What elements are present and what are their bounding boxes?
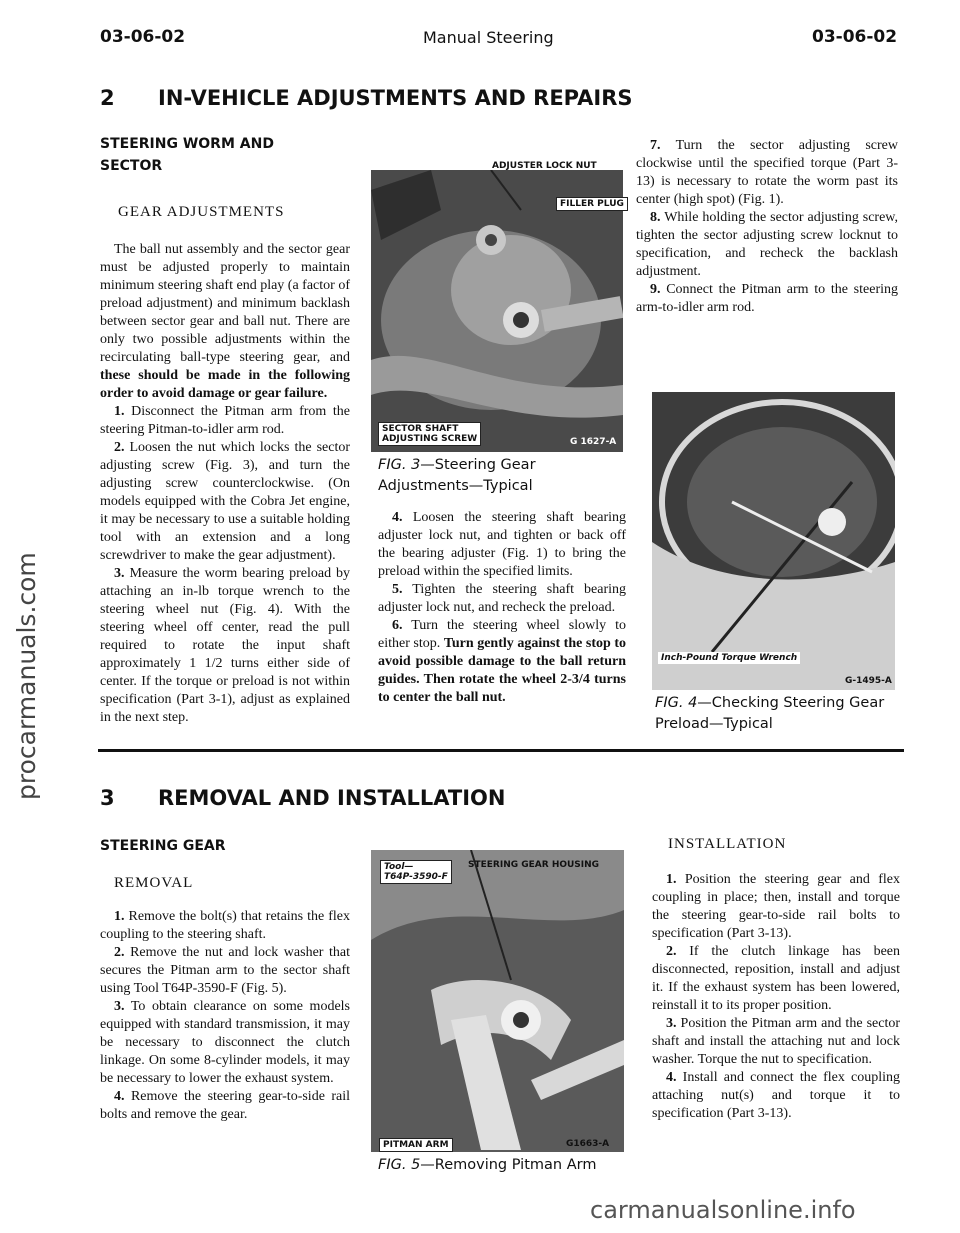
step-number: 2. (666, 944, 677, 959)
fig-5-photo (371, 850, 624, 1152)
page-code-left: 03-06-02 (100, 27, 186, 47)
step-number: 2. (114, 440, 125, 455)
install-step-2 (652, 943, 900, 1015)
torque-wrench-photo-illustration (652, 392, 895, 690)
gear-adjustments-body (100, 241, 350, 727)
adjuster-lock-nut-label: ADJUSTER LOCK NUT (492, 161, 597, 171)
step-number: 7. (650, 138, 661, 153)
step-text: To obtain clearance on some models equipped with standard transmission, it may be necessary to disconnect the clutch linkage. On some 8-cylinder models, it may be necessary to lower the exhaust system. (100, 999, 350, 1086)
sector-shaft-line-2: ADJUSTING SCREW (382, 434, 478, 444)
step-number: 4. (666, 1070, 677, 1085)
step-text: Tighten the steering shaft bearing adjuster lock nut, and recheck the preload. (378, 582, 626, 615)
step-text: Loosen the steering shaft bearing adjuster lock nut, and tighten or back off the bearing adjuster (Fig. 1) to bring the preload within the specified limits. (378, 510, 627, 579)
steering-worm-subhead (100, 133, 350, 177)
section-2-column-2 (378, 509, 626, 707)
intro-plain-text: The ball nut assembly and the sector gear must be adjusted properly to maintain minimum steering shaft end play (a factor of preload adjustment) and minimum backlash between sector gear and ball nut. There are only two possible adjustments within the recirculating ball-type steering gear, and (100, 242, 350, 365)
intro-bold-text: these should be made in the following order to avoid damage or gear failure. (100, 368, 350, 401)
step-text: If the clutch linkage has been disconnected, reposition, install and adjust it. If the exhaust system has been lowered, reinstall it to its proper position. (652, 944, 900, 1013)
fig-3-photo (371, 170, 623, 452)
fig-4-caption-text: —Checking Steering Gear (697, 695, 885, 711)
fig-4-code: G-1495-A (845, 676, 892, 686)
side-watermark: procarmanuals.com (12, 552, 41, 800)
install-step-3 (652, 1015, 900, 1069)
step-number: 1. (114, 404, 125, 419)
sector-shaft-label (378, 422, 481, 446)
step-number: 3. (114, 566, 125, 581)
step-3 (100, 565, 350, 727)
subhead-line-2: SECTOR (100, 158, 163, 174)
removal-heading: REMOVAL (114, 875, 194, 891)
step-number: 4. (392, 510, 403, 525)
step-7 (636, 137, 898, 209)
step-number: 5. (392, 582, 403, 597)
fig-3-caption (378, 455, 628, 497)
step-number: 1. (666, 872, 677, 887)
section-3-number: 3 (100, 786, 115, 810)
step-text: Connect the Pitman arm to the steering arm-to-idler arm rod. (636, 282, 898, 315)
step-number: 3. (666, 1016, 677, 1031)
fig-3-code: G 1627-A (570, 437, 617, 447)
step-number: 6. (392, 618, 403, 633)
fig-5-code: G1663-A (566, 1139, 610, 1149)
installation-heading: INSTALLATION (668, 836, 787, 852)
step-number: 8. (650, 210, 661, 225)
step-text: Remove the nut and lock washer that secures the Pitman arm to the sector shaft using Tool T64P-3590-F (Fig. 5). (100, 945, 351, 996)
step-text: Measure the worm bearing preload by attaching an in-lb torque wrench to the steering wheel nut (Fig. 4). With the steering wheel off center, read the pull required to rotate the input shaft approximately 1 1/2 turns either side of center. If the torque or preload is not within specification (Part 3-1), adjust as explained in the next step. (100, 566, 350, 725)
removal-step-2 (100, 944, 350, 998)
removal-step-4 (100, 1088, 350, 1124)
fig-3-caption-text: —Steering Gear (420, 457, 536, 473)
steering-gear-photo-illustration (371, 170, 623, 452)
pitman-arm-label: PITMAN ARM (379, 1138, 453, 1152)
filler-plug-label: FILLER PLUG (556, 197, 628, 211)
bottom-watermark: carmanualsonline.info (590, 1196, 856, 1224)
step-5 (378, 581, 626, 617)
page-header-title: Manual Steering (423, 28, 554, 47)
section-3-column-3 (652, 836, 900, 1123)
step-2 (100, 439, 350, 565)
fig-4-label: FIG. 4 (655, 695, 698, 711)
steering-gear-housing-label: STEERING GEAR HOUSING (468, 860, 600, 870)
section-2-title: IN-VEHICLE ADJUSTMENTS AND REPAIRS (158, 86, 633, 110)
subhead-line-1: STEERING WORM AND (100, 136, 274, 152)
fig-5-caption (378, 1155, 596, 1176)
section-2-column-1 (100, 133, 350, 727)
step-number: 1. (114, 909, 125, 924)
fig-4-caption-line-1 (655, 693, 905, 714)
section-3-title: REMOVAL AND INSTALLATION (158, 786, 506, 810)
installation-body (652, 871, 900, 1123)
fig-3-caption-line-1 (378, 455, 628, 476)
removal-body (100, 908, 350, 1124)
section-3-column-1 (100, 835, 350, 1124)
gear-adjustments-heading: GEAR ADJUSTMENTS (118, 204, 285, 220)
step-text: Turn the sector adjusting screw clockwise until the specified torque (Part 3-13) is necessary to rotate the worm past its center (high spot) (Fig. 1). (636, 138, 899, 207)
step-text: Turn the steering wheel slowly to either stop. (378, 618, 626, 651)
page-code-right: 03-06-02 (812, 27, 898, 47)
step-text: Position the steering gear and flex coupling in place; then, install and torque the steering gear-to-side rail bolts to specification (Part 3-13). (652, 872, 900, 941)
intro-paragraph (100, 241, 350, 403)
fig-3-caption-line-2: Adjustments—Typical (378, 478, 533, 494)
step-text: Position the Pitman arm and the sector shaft and install the attaching nut and lock washer. Torque the nut to specification. (652, 1016, 901, 1067)
removal-step-3 (100, 998, 350, 1088)
step-number: 9. (650, 282, 661, 297)
section-divider (98, 749, 904, 752)
step-8 (636, 209, 898, 281)
step-number: 3. (114, 999, 125, 1014)
step-text: Remove the bolt(s) that retains the flex coupling to the steering shaft. (100, 909, 350, 942)
step-text: Disconnect the Pitman arm from the steering Pitman-to-idler arm rod. (100, 404, 350, 437)
tool-label-line-2: T64P-3590-F (384, 872, 448, 882)
step-1 (100, 403, 350, 439)
tool-label-line-1: Tool— (384, 862, 414, 872)
section-2-number: 2 (100, 86, 115, 110)
fig-3-label: FIG. 3 (378, 457, 421, 473)
step-text: Loosen the nut which locks the sector adjusting screw (Fig. 3), and turn the adjusting screw counterclockwise. (On models equipped with the Cobra Jet engine, it may be necessary to use a suitable holding tool with an extension and a long screwdriver to make the gear adjustment). (100, 440, 350, 563)
sector-shaft-line-1: SECTOR SHAFT (382, 424, 459, 434)
step-number: 4. (114, 1089, 125, 1104)
step-text: Remove the steering gear-to-side rail bolts and remove the gear. (100, 1089, 350, 1122)
steering-gear-subhead: STEERING GEAR (100, 838, 226, 854)
fig-4-caption (655, 693, 905, 735)
step-bold-text: Turn gently against the stop to avoid possible damage to the ball return guides. Then rotate the wheel 2-3/4 turns to center the ball nut. (378, 636, 626, 705)
fig-5-caption-text: —Removing Pitman Arm (420, 1157, 597, 1173)
step-number: 2. (114, 945, 125, 960)
pitman-arm-photo-illustration (371, 850, 624, 1152)
step-text: Install and connect the flex coupling attaching nut(s) and torque it to specification (Part 3-13). (652, 1070, 900, 1121)
section-2-column-3 (636, 137, 898, 317)
install-step-4 (652, 1069, 900, 1123)
fig-4-caption-line-2: Preload—Typical (655, 716, 773, 732)
torque-wrench-label: Inch-Pound Torque Wrench (658, 652, 800, 664)
step-4 (378, 509, 626, 581)
tool-label (380, 860, 452, 884)
install-step-1 (652, 871, 900, 943)
fig-5-label: FIG. 5 (378, 1157, 421, 1173)
step-9 (636, 281, 898, 317)
step-text: While holding the sector adjusting screw, tighten the sector adjusting screw locknut to specification, and recheck the backlash adjustment. (636, 210, 899, 279)
step-6 (378, 617, 626, 707)
fig-4-photo (652, 392, 895, 690)
removal-step-1 (100, 908, 350, 944)
